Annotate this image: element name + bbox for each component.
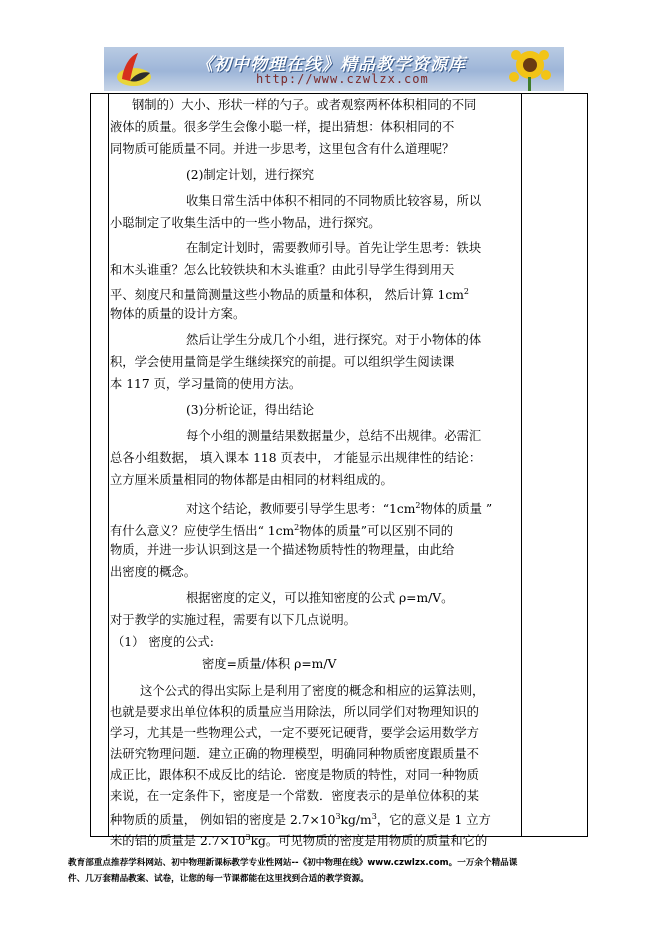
text-line: 也就是要求出单位体积的质量应当用除法，所以同学们对物理知识的: [110, 705, 479, 719]
section-heading: (2)制定计划，进行探究: [186, 168, 315, 182]
text-line: 钢制的）大小、形状一样的勺子。或者观察两杯体积相同的不同: [132, 98, 477, 112]
footer-line: 件、几万套精品教案、试卷，让您的每一节课都能在这里找到合适的教学资源。: [68, 874, 369, 884]
text-line: 出密度的概念。: [110, 565, 197, 579]
text-line: 液体的质量。很多学生会像小聪一样，提出猜想：体积相同的不: [110, 120, 455, 134]
text-line: 物体的质量的设计方案。: [110, 307, 246, 321]
table-column-divider-right: [521, 94, 522, 836]
text-line: 学习，尤其是一些物理公式，一定不要死记硬背，要学会运用数学方: [110, 726, 479, 740]
header-banner: [104, 47, 564, 91]
list-item: （1） 密度的公式:: [112, 635, 214, 649]
text-line: 这个公式的得出实际上是利用了密度的概念和相应的运算法则，: [140, 684, 485, 698]
text-line: 每个小组的测量结果数据量少，总结不出规律。必需汇: [186, 429, 482, 443]
text-line: 有什么意义？应使学生悟出“ $1cm^2$物体的质量”可以区别不同的: [110, 523, 454, 538]
text-line: 本 117 页，学习量筒的使用方法。: [110, 377, 302, 391]
text-line: 和木头谁重？怎么比较铁块和木头谁重？由此引导学生得到用天: [110, 263, 455, 277]
text-segment: kg。可见物质的密度是用物质的质量和它的: [250, 834, 488, 848]
table-column-divider-left: [108, 94, 109, 836]
text-line: 成正比，跟体积不成反比的结论．密度是物质的特性，对同一种物质: [110, 768, 479, 782]
text-line: 然后让学生分成几个小组，进行探究。对于小物体的体: [186, 333, 482, 347]
text-segment: 米的铝的质量是 2.7×10: [110, 834, 246, 848]
sunflower-icon: [498, 47, 558, 91]
superscript: 3: [245, 833, 251, 842]
formula-line: 密度=质量/体积 ρ=m/V: [202, 657, 337, 671]
text-line: 立方厘米质量相同的物体都是由相同的材料组成的。: [110, 473, 393, 487]
text-line: 同物质可能质量不同。并进一步思考，这里包含有什么道理呢？: [110, 142, 455, 156]
banner-url[interactable]: http://www.czwlzx.com: [256, 72, 429, 86]
text-line: 在制定计划时，需要教师引导。首先让学生思考：铁块: [186, 241, 482, 255]
text-line: 种物质的质量， 例如铝的密度是 $2.7\times 10^3kg/m^3$，它的意义是 1 立方: [110, 812, 491, 827]
text-line: 积，学会使用量筒是学生继续探究的前提。可以组织学生阅读课: [110, 355, 455, 369]
text-line: 对这个结论，教师要引导学生思考：“$1cm^2$物体的质量 ”: [186, 501, 493, 516]
footer-line: 教育部重点推荐学科网站、初中物理新课标教学专业性网站--《初中物理在线》www.czwlzx.com。一万余个精品课: [68, 858, 518, 868]
text-line: 法研究物理问题．建立正确的物理模型，明确同种物质密度跟质量不: [110, 747, 479, 761]
text-line: [110, 830, 487, 849]
formula-line: 根据密度的定义，可以推知密度的公式 ρ=m/V。: [186, 591, 454, 605]
section-heading: (3)分析论证，得出结论: [186, 403, 315, 417]
text-line: 平、刻度尺和量筒测量这些小物品的质量和体积， 然后计算 $1cm^2$: [110, 287, 470, 302]
text-line: 总各小组数据， 填入课本 118 页表中， 才能显示出规律性的结论：: [110, 451, 482, 465]
text-line: 对于教学的实施过程，需要有以下几点说明。: [110, 613, 356, 627]
text-line: 来说，在一定条件下，密度是一个常数．密度表示的是单位体积的某: [110, 789, 479, 803]
text-line: 小聪制定了收集生活中的一些小物品，进行探究。: [110, 216, 381, 230]
site-logo-icon: [114, 49, 154, 89]
text-line: 收集日常生活中体积不相同的不同物质比较容易，所以: [186, 194, 482, 208]
banner-title: 《初中物理在线》精品教学资源库: [196, 55, 466, 75]
text-line: 物质，并进一步认识到这是一个描述物质特性的物理量，由此给: [110, 543, 455, 557]
